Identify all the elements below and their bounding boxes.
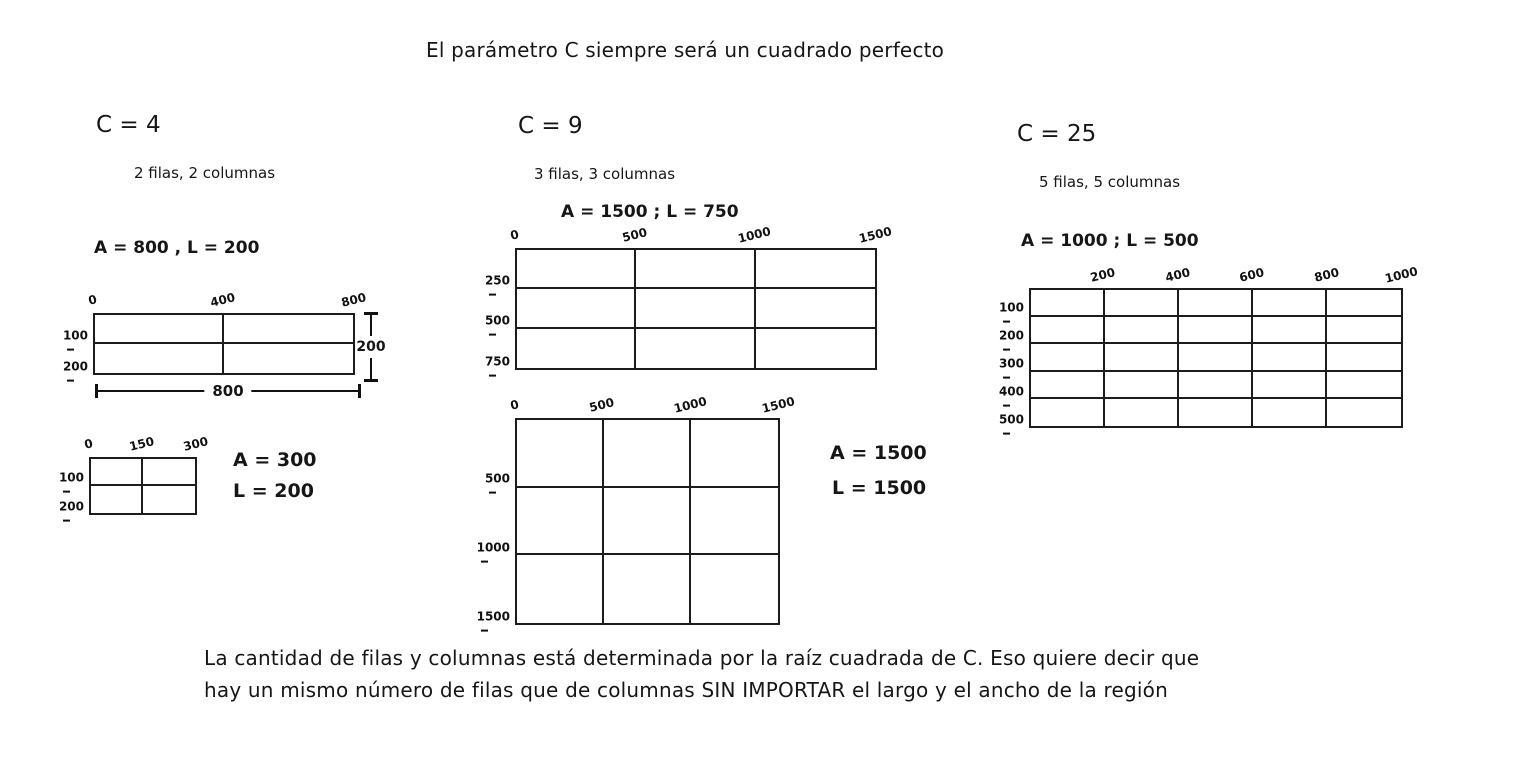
page-title: El parámetro C siempre será un cuadrado perfecto (426, 38, 945, 62)
grid-cell (691, 555, 778, 623)
c4-width-dim-label: 800 (204, 382, 251, 400)
y-tick-label: 500 (485, 314, 510, 342)
x-tick-label: 0 (508, 397, 521, 413)
grid-cell (756, 250, 875, 289)
x-tick-label: 150 (127, 434, 156, 454)
grid-cell (1253, 399, 1327, 426)
grid-cell (691, 488, 778, 556)
grid-lines (515, 418, 780, 625)
grid-cell (1179, 344, 1253, 371)
x-tick-label: 400 (1163, 265, 1192, 285)
x-tick-label: 1500 (760, 394, 797, 416)
x-tick-label: 500 (588, 395, 616, 415)
x-tick-label: 500 (620, 225, 649, 245)
grid-cell (604, 488, 691, 556)
grid-cell (1031, 372, 1105, 399)
x-tick-label: 1000 (736, 224, 773, 246)
grid-cell (1327, 344, 1401, 371)
y-tick-label: 200 (999, 329, 1024, 357)
grid-cell (95, 315, 224, 344)
c25-params-label: A = 1000 ; L = 500 (1021, 231, 1199, 251)
c9-heading: C = 9 (518, 113, 583, 139)
y-tick-label: 250 (485, 273, 510, 301)
x-tick-label: 1000 (672, 394, 708, 416)
y-tick-label: 750 (485, 355, 510, 383)
x-tick-label: 0 (508, 227, 521, 243)
y-tick-label: 300 (999, 357, 1024, 385)
y-tick-label: 400 (999, 385, 1024, 413)
c4-rows-cols-label: 2 filas, 2 columnas (134, 164, 276, 182)
x-tick-label: 200 (1088, 265, 1117, 285)
grid-cell (636, 329, 755, 368)
y-tick-label: 100 (63, 329, 88, 357)
x-tick-label: 800 (1313, 265, 1341, 285)
c9-bottom-length-label: L = 1500 (832, 477, 927, 499)
c4-small-grid (58, 434, 210, 515)
grid-cell (1105, 399, 1179, 426)
c9-params-label: A = 1500 ; L = 750 (561, 202, 739, 222)
c9-bottom-grid (476, 394, 797, 625)
grid-cell (1179, 372, 1253, 399)
grid-cell (1327, 290, 1401, 317)
grid-lines (89, 457, 197, 515)
c25-rows-cols-label: 5 filas, 5 columnas (1039, 173, 1181, 191)
grid-cell (1031, 344, 1105, 371)
y-tick-label: 1000 (477, 541, 510, 569)
grid-cell (517, 329, 636, 368)
grid-cell (517, 488, 604, 556)
x-tick-label: 1000 (1383, 264, 1420, 286)
grid-cell (691, 420, 778, 488)
c4-width-dimension (95, 384, 361, 398)
grid-cell (1327, 317, 1401, 344)
grid-cell (1031, 290, 1105, 317)
grid-cell (1327, 372, 1401, 399)
grid-cell (756, 289, 875, 328)
grid-cell (1179, 290, 1253, 317)
grid-lines (1029, 288, 1403, 428)
grid-cell (1105, 344, 1179, 371)
c9-top-grid (484, 224, 894, 370)
grid-cell (143, 459, 195, 486)
x-tick-label: 0 (82, 436, 95, 452)
y-tick-label: 100 (59, 471, 84, 499)
grid-cell (517, 250, 636, 289)
x-tick-label: 1500 (857, 224, 894, 246)
grid-cell (1031, 399, 1105, 426)
y-tick-label: 500 (999, 413, 1024, 441)
y-tick-label: 100 (999, 301, 1024, 329)
grid-cell (95, 344, 224, 373)
y-tick-label: 200 (63, 360, 88, 388)
grid-cell (636, 289, 755, 328)
grid-cell (1105, 372, 1179, 399)
grid-lines (93, 313, 355, 375)
x-tick-label: 800 (339, 290, 368, 310)
grid-cell (224, 315, 353, 344)
grid-cell (1253, 344, 1327, 371)
y-tick-label: 200 (59, 500, 84, 528)
c4-small-length-label: L = 200 (233, 480, 314, 502)
grid-cell (636, 250, 755, 289)
grid-cell (91, 486, 143, 513)
c4-height-dimension (356, 312, 386, 382)
c25-heading: C = 25 (1017, 121, 1097, 147)
c4-heading: C = 4 (96, 112, 161, 138)
c9-bottom-area-label: A = 1500 (830, 442, 927, 464)
grid-cell (91, 459, 143, 486)
c4-main-grid (62, 290, 368, 375)
footer-line-1: La cantidad de filas y columnas está determinada por la raíz cuadrada de C. Eso quiere decir que (204, 646, 1200, 670)
grid-cell (1253, 290, 1327, 317)
x-tick-label: 600 (1238, 265, 1266, 285)
grid-cell (143, 486, 195, 513)
c4-params-label: A = 800 , L = 200 (94, 238, 260, 258)
y-tick-label: 500 (485, 472, 510, 500)
grid-cell (1327, 399, 1401, 426)
x-tick-label: 400 (208, 290, 237, 310)
footer-line-2: hay un mismo número de filas que de columnas SIN IMPORTAR el largo y el ancho de la región (204, 678, 1168, 702)
grid-cell (604, 420, 691, 488)
grid-cell (1105, 290, 1179, 317)
grid-cell (224, 344, 353, 373)
x-tick-label: 0 (86, 292, 99, 308)
c9-rows-cols-label: 3 filas, 3 columnas (534, 165, 676, 183)
grid-cell (517, 555, 604, 623)
x-tick-label: 300 (181, 434, 210, 454)
grid-cell (1179, 399, 1253, 426)
grid-cell (1179, 317, 1253, 344)
y-tick-label: 1500 (477, 610, 510, 638)
c4-height-dim-label: 200 (356, 336, 385, 358)
grid-cell (1253, 317, 1327, 344)
c4-small-area-label: A = 300 (233, 449, 317, 471)
grid-cell (1031, 317, 1105, 344)
grid-cell (756, 329, 875, 368)
grid-cell (1253, 372, 1327, 399)
grid-cell (1105, 317, 1179, 344)
grid-cell (517, 420, 604, 488)
grid-lines (515, 248, 877, 370)
grid-cell (604, 555, 691, 623)
c25-grid (998, 264, 1420, 428)
grid-cell (517, 289, 636, 328)
